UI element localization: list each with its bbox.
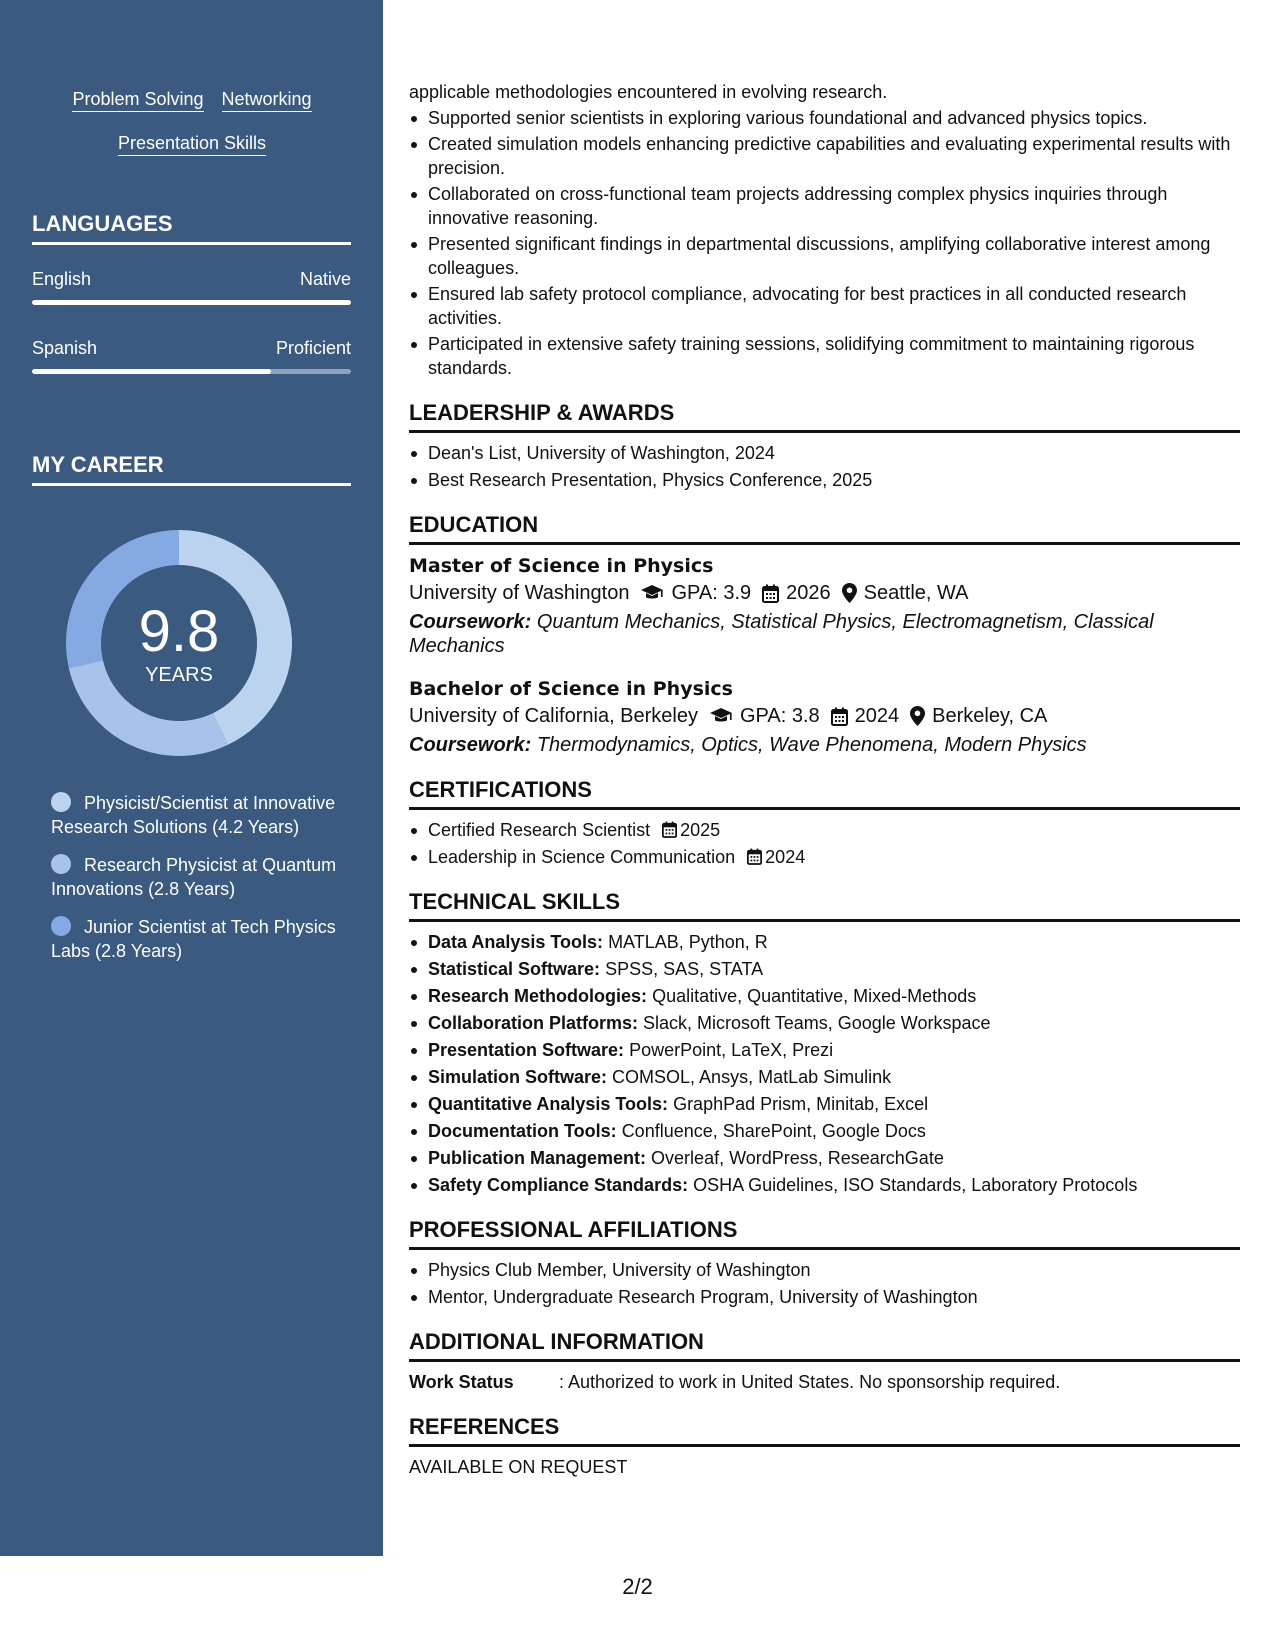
skill-label: Publication Management: xyxy=(428,1148,647,1168)
career-list xyxy=(51,791,351,977)
certification-year: 2024 xyxy=(765,847,806,867)
list-item xyxy=(409,957,1240,981)
school-location: Seattle, WA xyxy=(863,582,969,604)
skill-value: Overleaf, WordPress, ResearchGate xyxy=(651,1148,944,1168)
calendar-icon xyxy=(831,707,848,726)
skill-value: SPSS, SAS, STATA xyxy=(605,959,764,979)
skill-value: PowerPoint, LaTeX, Prezi xyxy=(629,1040,834,1060)
list-item: Physics Club Member, University of Washington xyxy=(409,1258,1240,1282)
language-bar xyxy=(32,300,351,305)
skill-label: Presentation Software: xyxy=(428,1040,625,1060)
career-total-years: 9.8 xyxy=(138,599,220,664)
languages-heading: LANGUAGES xyxy=(32,211,351,245)
skill-label: Simulation Software: xyxy=(428,1067,608,1087)
additional-info-heading: ADDITIONAL INFORMATION xyxy=(409,1329,1240,1362)
list-item: Supported senior scientists in exploring various foundational and advanced physics topics. xyxy=(409,106,1240,130)
technical-skills-heading: TECHNICAL SKILLS xyxy=(409,889,1240,922)
school-location: Berkeley, CA xyxy=(932,705,1048,727)
education-meta xyxy=(409,579,1240,607)
skill-value: Confluence, SharePoint, Google Docs xyxy=(621,1121,926,1141)
certifications-heading: CERTIFICATIONS xyxy=(409,777,1240,810)
experience-continued-text: applicable methodologies encountered in evolving research. xyxy=(409,82,888,102)
gpa: GPA: 3.9 xyxy=(671,582,752,604)
skill-tags-row-1 xyxy=(32,88,352,112)
skill-tag: Presentation Skills xyxy=(118,132,266,156)
skill-label: Data Analysis Tools: xyxy=(428,932,604,952)
work-status-label: Work Status xyxy=(409,1372,514,1392)
technical-skills-list xyxy=(409,930,1240,1197)
skill-value: COMSOL, Ansys, MatLab Simulink xyxy=(612,1067,892,1087)
affiliations-list xyxy=(409,1258,1240,1309)
career-heading: MY CAREER xyxy=(32,452,351,486)
graduation-cap-icon xyxy=(640,584,664,602)
education-entry xyxy=(409,676,1240,757)
list-item: Presented significant findings in departmental discussions, amplifying collaborative interest among colleagues. xyxy=(409,232,1240,280)
work-status-value: : Authorized to work in United States. No sponsorship required. xyxy=(559,1372,1061,1392)
career-total-unit: YEARS xyxy=(145,664,213,686)
coursework-label: Coursework: xyxy=(409,611,532,633)
language-item xyxy=(32,268,351,305)
skill-label: Documentation Tools: xyxy=(428,1121,617,1141)
skill-value: Qualitative, Quantitative, Mixed-Methods xyxy=(652,986,977,1006)
list-item: Created simulation models enhancing predictive capabilities and evaluating experimental results with precision. xyxy=(409,132,1240,180)
work-status-row xyxy=(409,1370,1240,1394)
experience-bullets xyxy=(409,106,1240,380)
certification-year: 2025 xyxy=(680,820,721,840)
references-heading: REFERENCES xyxy=(409,1414,1240,1447)
certifications-list xyxy=(409,818,1240,869)
skill-tags-row-2 xyxy=(32,132,352,156)
career-item-text: Junior Scientist at Tech Physics Labs (2.8 Years) xyxy=(51,917,336,961)
coursework-list: Quantum Mechanics, Statistical Physics, Electromagnetism, Classical Mechanics xyxy=(409,611,1154,657)
career-item xyxy=(51,915,351,963)
list-item xyxy=(409,1173,1240,1197)
main-content xyxy=(409,80,1240,1479)
affiliations-heading: PROFESSIONAL AFFILIATIONS xyxy=(409,1217,1240,1250)
career-legend-dot xyxy=(51,916,71,936)
list-item: Dean's List, University of Washington, 2024 xyxy=(409,441,1240,465)
list-item xyxy=(409,1011,1240,1035)
degree-title: Bachelor of Science in Physics xyxy=(409,678,733,700)
gpa: GPA: 3.8 xyxy=(740,705,820,727)
skill-tag: Networking xyxy=(222,88,312,112)
education-heading: EDUCATION xyxy=(409,512,1240,545)
references-text: AVAILABLE ON REQUEST xyxy=(409,1457,628,1477)
sidebar xyxy=(0,0,383,1556)
skill-value: GraphPad Prism, Minitab, Excel xyxy=(673,1094,929,1114)
list-item xyxy=(409,1146,1240,1170)
skill-tag: Problem Solving xyxy=(72,88,203,112)
skill-label: Safety Compliance Standards: xyxy=(428,1175,689,1195)
career-legend-dot xyxy=(51,792,71,812)
calendar-icon xyxy=(762,584,779,603)
certification-name: Certified Research Scientist xyxy=(428,820,651,840)
skill-value: Slack, Microsoft Teams, Google Workspace xyxy=(643,1013,991,1033)
coursework xyxy=(409,610,1240,658)
list-item: Participated in extensive safety training sessions, solidifying commitment to maintaining rigorous standards. xyxy=(409,332,1240,380)
career-item xyxy=(51,791,351,839)
career-legend-dot xyxy=(51,854,71,874)
list-item xyxy=(409,930,1240,954)
coursework xyxy=(409,733,1240,757)
list-item xyxy=(409,1119,1240,1143)
career-donut-chart xyxy=(66,530,292,756)
coursework-list: Thermodynamics, Optics, Wave Phenomena, Modern Physics xyxy=(536,734,1087,756)
list-item: Ensured lab safety protocol compliance, advocating for best practices in all conducted research activities. xyxy=(409,282,1240,330)
list-item xyxy=(409,984,1240,1008)
career-item-text: Physicist/Scientist at Innovative Research Solutions (4.2 Years) xyxy=(51,793,336,837)
language-name: English xyxy=(32,269,92,289)
list-item xyxy=(409,1092,1240,1116)
awards-heading: LEADERSHIP & AWARDS xyxy=(409,400,1240,433)
language-level: Native xyxy=(299,269,351,289)
language-item xyxy=(32,337,351,374)
language-level: Proficient xyxy=(275,338,351,358)
skill-value: OSHA Guidelines, ISO Standards, Laboratory Protocols xyxy=(693,1175,1138,1195)
list-item: Collaborated on cross-functional team projects addressing complex physics inquiries through innovative reasoning. xyxy=(409,182,1240,230)
degree-title: Master of Science in Physics xyxy=(409,555,714,577)
location-pin-icon xyxy=(842,583,857,603)
language-bar-fill xyxy=(32,300,351,305)
language-name: Spanish xyxy=(32,338,98,358)
skill-value: MATLAB, Python, R xyxy=(608,932,768,952)
calendar-icon xyxy=(747,848,762,865)
graduation-year: 2024 xyxy=(854,705,900,727)
skill-label: Statistical Software: xyxy=(428,959,601,979)
education-entry xyxy=(409,553,1240,658)
education-meta xyxy=(409,702,1240,730)
list-item xyxy=(409,1065,1240,1089)
list-item: Best Research Presentation, Physics Conference, 2025 xyxy=(409,468,1240,492)
school-name: University of Washington xyxy=(409,582,630,604)
location-pin-icon xyxy=(910,706,925,726)
awards-list xyxy=(409,441,1240,492)
coursework-label: Coursework: xyxy=(409,734,532,756)
list-item xyxy=(409,1038,1240,1062)
graduation-cap-icon xyxy=(709,707,733,725)
skill-label: Collaboration Platforms: xyxy=(428,1013,639,1033)
list-item: Mentor, Undergraduate Research Program, University of Washington xyxy=(409,1285,1240,1309)
calendar-icon xyxy=(662,821,677,838)
skill-label: Quantitative Analysis Tools: xyxy=(428,1094,669,1114)
donut-center xyxy=(66,530,292,756)
language-bar-fill xyxy=(32,369,271,374)
career-item xyxy=(51,853,351,901)
skill-tags xyxy=(32,88,352,176)
school-name: University of California, Berkeley xyxy=(409,705,698,727)
page-number: 2/2 xyxy=(622,1574,653,1599)
skill-label: Research Methodologies: xyxy=(428,986,648,1006)
list-item xyxy=(409,818,1240,842)
list-item xyxy=(409,845,1240,869)
career-item-text: Research Physicist at Quantum Innovations (2.8 Years) xyxy=(51,855,337,899)
language-bar xyxy=(32,369,351,374)
graduation-year: 2026 xyxy=(786,582,831,604)
certification-name: Leadership in Science Communication xyxy=(428,847,736,867)
